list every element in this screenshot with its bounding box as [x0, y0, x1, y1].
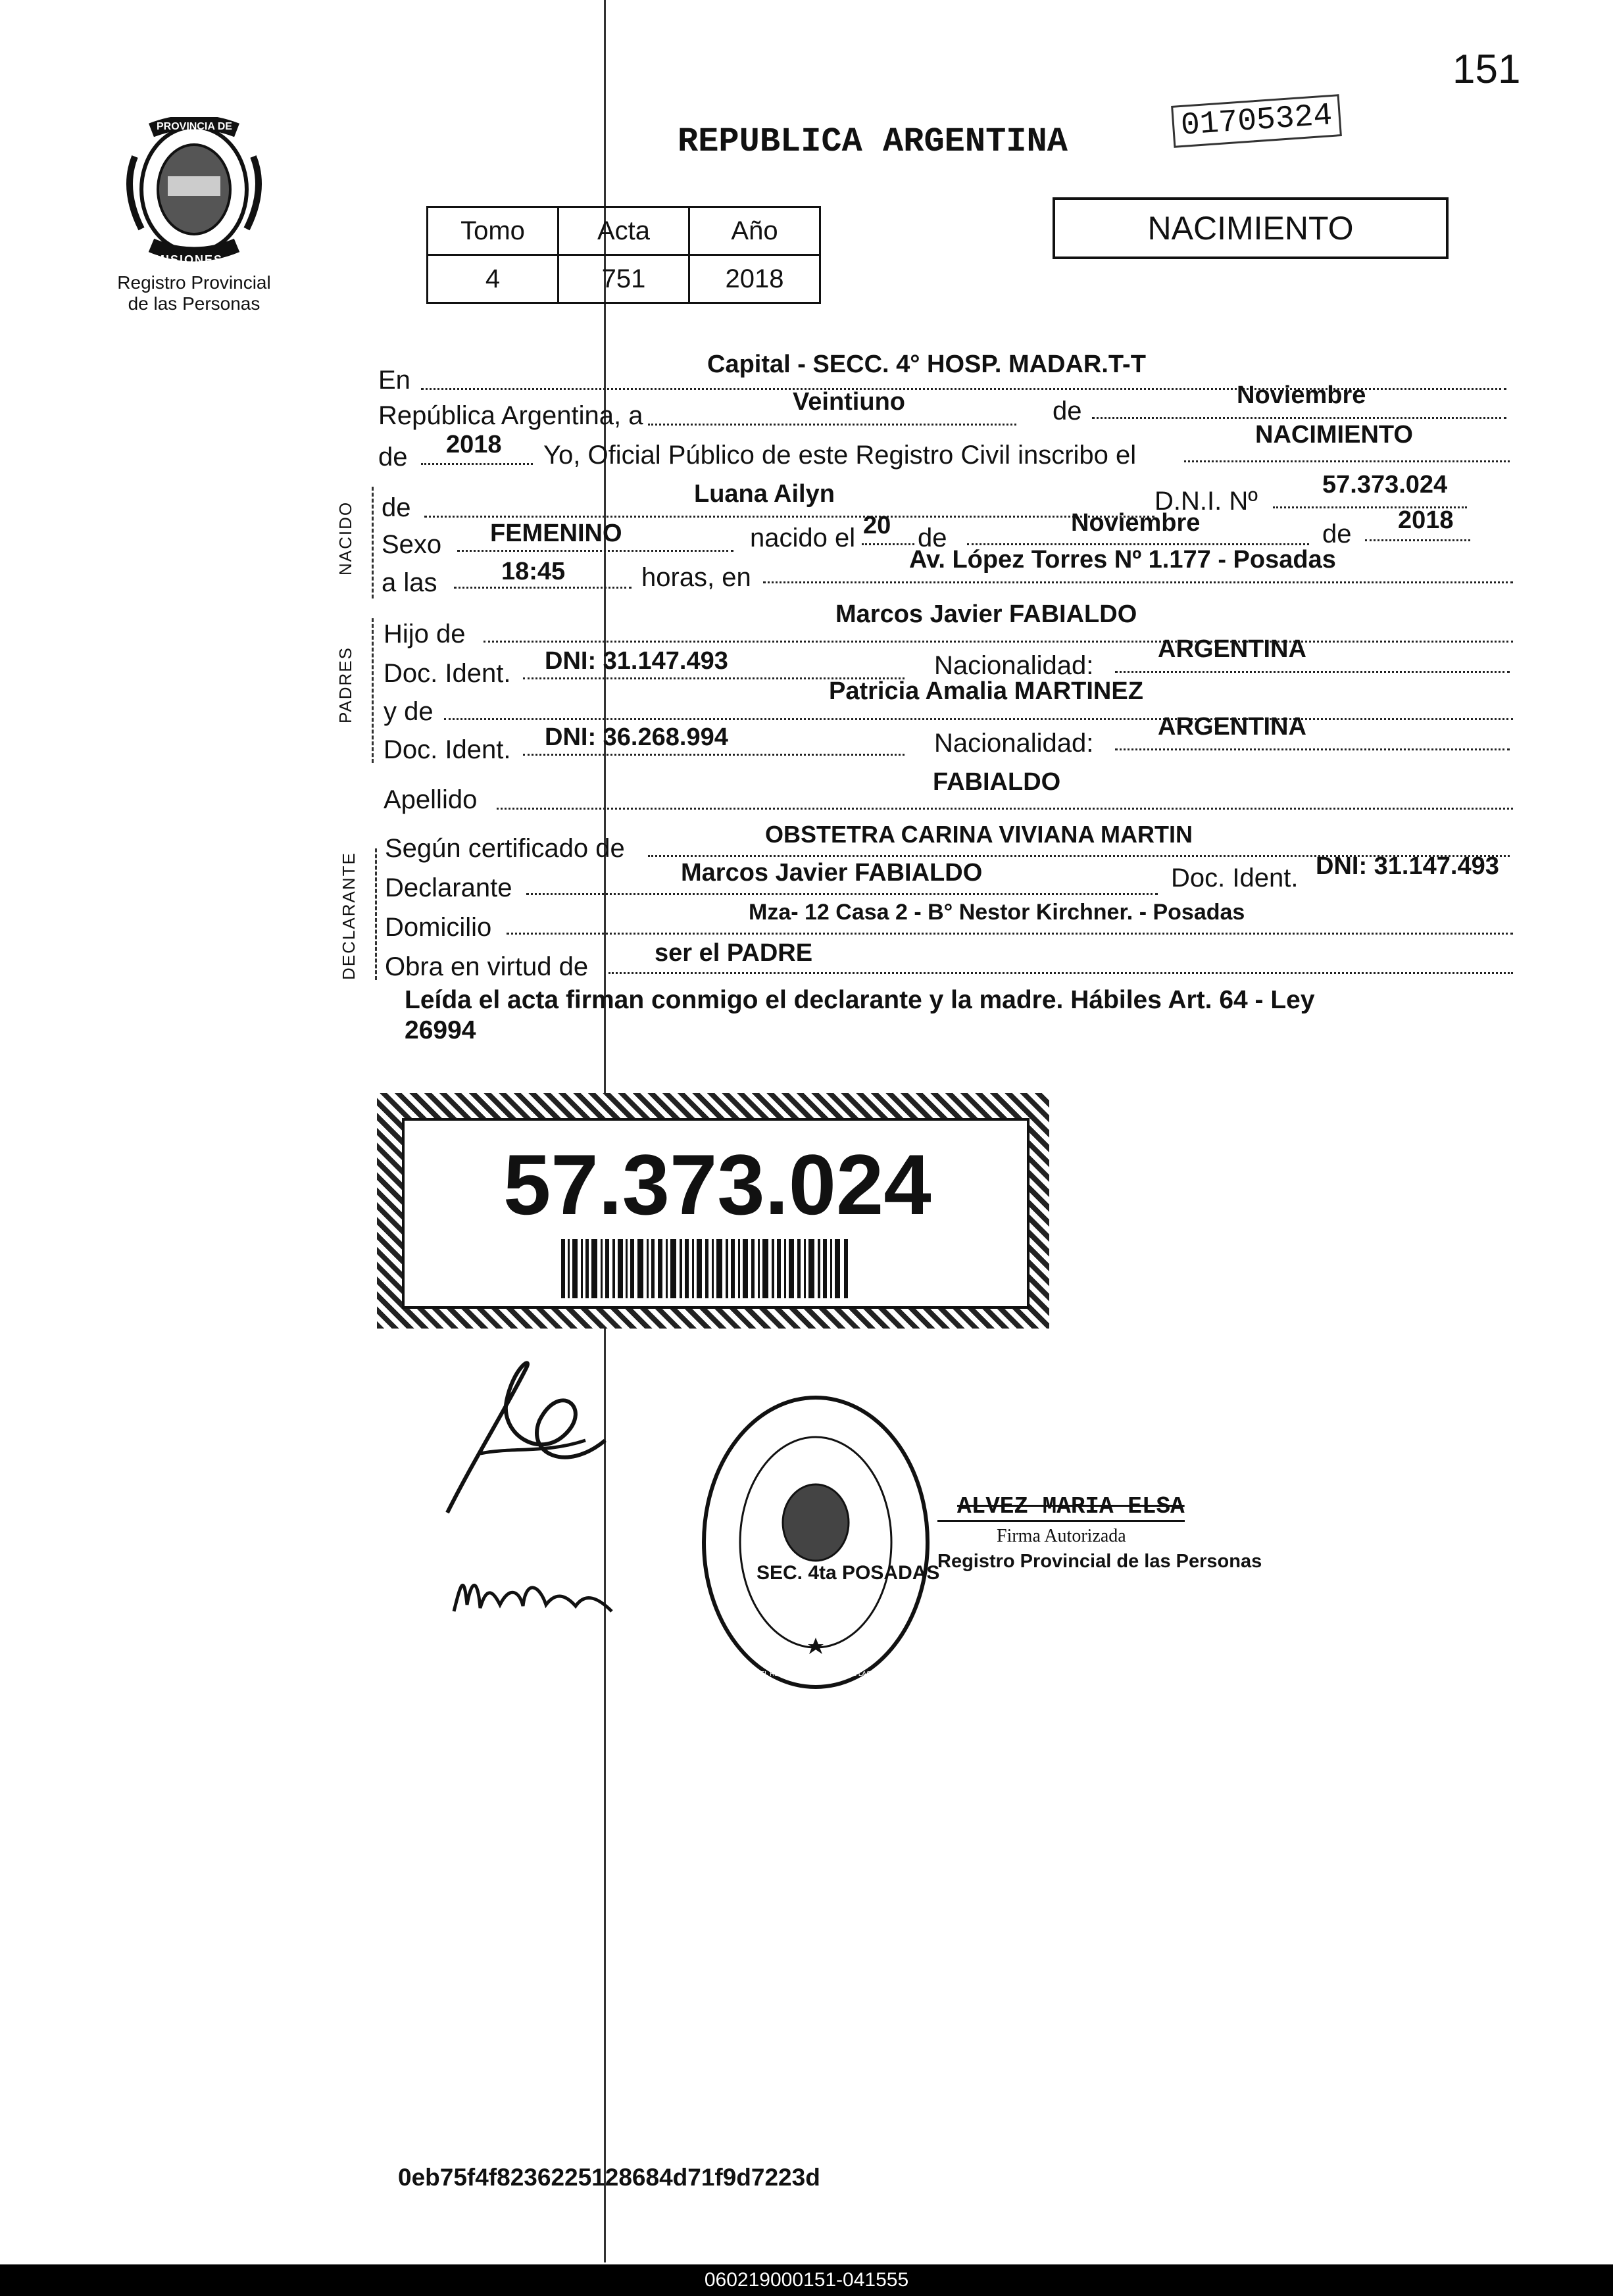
dots-dia: [648, 424, 1016, 426]
closing-text: [405, 985, 1536, 1046]
mother-signature-icon: [447, 1546, 618, 1638]
dots-mes: [1092, 417, 1506, 419]
record-table: [426, 206, 821, 304]
document-hash: 0eb75f4f8236225128684d71f9d7223d: [398, 2164, 820, 2191]
label-doc-ident3: Doc. Ident.: [1171, 864, 1299, 892]
label-yo-oficial: Yo, Oficial Público de este Registro Civil inscribo el: [543, 441, 1137, 470]
value-anio: 2018: [446, 431, 502, 458]
label-y-de: y de: [384, 697, 434, 726]
label-nacido-el: nacido el: [750, 524, 856, 552]
side-label-declarante: DECLARANTE: [339, 852, 359, 980]
header-anio: Año: [689, 207, 820, 255]
footer-code: 060219000151-041555: [704, 2269, 909, 2291]
value-declarante: Marcos Javier FABIALDO: [681, 859, 983, 887]
dots-lugar-nac: [763, 581, 1513, 583]
dni-sticker: [377, 1093, 1049, 1329]
value-obra-virtud: ser el PADRE: [655, 939, 813, 967]
dots-padre-nac: [1115, 671, 1510, 673]
side-label-nacido: NACIDO: [335, 501, 355, 575]
header-acta: Acta: [558, 207, 689, 255]
brace-declarante: [375, 848, 377, 980]
label-nacionalidad2: Nacionalidad:: [934, 729, 1094, 758]
value-mes: Noviembre: [1237, 381, 1366, 409]
seal-outer-text: DELEGACIÓN DEL REGISTRO PROVINCIAL DE LAS PERSONAS: [710, 1671, 910, 1678]
side-label-padres: PADRES: [335, 647, 355, 723]
label-declarante: Declarante: [385, 873, 512, 902]
page-number: 151: [1452, 47, 1521, 92]
official-name: ALVEZ MARIA ELSA: [937, 1493, 1185, 1522]
label-sexo: Sexo: [382, 530, 442, 559]
label-horas-en: horas, en: [641, 563, 751, 592]
dots-tipo: [1184, 460, 1510, 462]
value-anio: 2018: [689, 255, 820, 303]
value-sexo: FEMENINO: [490, 520, 622, 547]
value-domicilio: Mza- 12 Casa 2 - B° Nestor Kirchner. - Posadas: [749, 900, 1245, 925]
dots-obra-virtud: [608, 972, 1513, 974]
value-dia-nac: 20: [863, 512, 891, 539]
dots-year: [421, 463, 533, 465]
dots-dia-nac: [862, 543, 914, 545]
label-domicilio: Domicilio: [385, 913, 492, 942]
registry-name-line1: Registro Provincial: [117, 272, 271, 293]
label-dni-no: D.N.I. Nº: [1154, 487, 1258, 516]
label-doc-ident2: Doc. Ident.: [384, 735, 511, 764]
value-acta: 751: [558, 255, 689, 303]
value-hora: 18:45: [501, 558, 566, 585]
label-obra-virtud: Obra en virtud de: [385, 952, 589, 981]
label-a-las: a las: [382, 568, 437, 597]
label-de-year: de: [378, 443, 408, 472]
value-certificado: OBSTETRA CARINA VIVIANA MARTIN: [765, 821, 1193, 848]
dots-madre-nac: [1115, 748, 1510, 750]
label-apellido: Apellido: [384, 785, 478, 814]
value-madre: Patricia Amalia MARTINEZ: [829, 677, 1143, 705]
value-madre-nac: ARGENTINA: [1158, 713, 1306, 741]
dots-mes-nac: [967, 543, 1309, 545]
provincia-misiones-logo-icon: [115, 117, 273, 262]
brace-nacido: [372, 487, 374, 598]
dots-hora: [454, 587, 632, 589]
label-de: de: [1053, 397, 1082, 426]
stamp-number: 01705324: [1171, 94, 1342, 148]
label-hijo-de: Hijo de: [384, 620, 466, 648]
header-tomo: Tomo: [428, 207, 558, 255]
label-segun-cert: Según certificado de: [385, 834, 625, 863]
dots-madre-doc: [523, 754, 905, 756]
value-lugar: Capital - SECC. 4° HOSP. MADAR.T-T: [707, 351, 1146, 378]
dots-apellido: [497, 808, 1513, 810]
official-role: Firma Autorizada: [997, 1526, 1126, 1546]
declarant-signature-icon: [434, 1342, 632, 1539]
value-declarante-doc: DNI: 31.147.493: [1316, 852, 1499, 880]
brace-padres: [372, 618, 374, 763]
label-republica: República Argentina, a: [378, 401, 643, 430]
seal-inner-text: SEC. 4ta POSADAS: [757, 1562, 940, 1584]
value-dia: Veintiuno: [793, 388, 905, 416]
value-padre: Marcos Javier FABIALDO: [835, 600, 1137, 628]
label-de3: de: [1322, 520, 1352, 549]
registry-name: [105, 272, 283, 314]
label-de-name: de: [382, 493, 411, 522]
value-mes-nac: Noviembre: [1071, 509, 1201, 537]
country-title: REPUBLICA ARGENTINA: [678, 122, 1068, 161]
barcode-icon: [561, 1239, 851, 1298]
dots-padre: [484, 641, 1513, 643]
label-de2: de: [918, 524, 947, 552]
dots-anio-nac: [1365, 539, 1470, 541]
logo-text-top: PROVINCIA DE: [157, 121, 232, 132]
value-dni: 57.373.024: [1322, 471, 1448, 499]
value-anio-nac: 2018: [1398, 506, 1454, 534]
dni-sticker-number: 57.373.024: [503, 1136, 931, 1233]
label-en: En: [378, 366, 410, 395]
dots-domicilio: [507, 933, 1513, 935]
official-org: Registro Provincial de las Personas: [937, 1551, 1262, 1572]
dots-declarante: [526, 893, 1158, 895]
dots-nombre: [424, 516, 1154, 518]
official-block: [937, 1493, 1332, 1572]
value-padre-doc: DNI: 31.147.493: [545, 647, 728, 675]
value-madre-doc: DNI: 36.268.994: [545, 723, 728, 751]
value-lugar-nac: Av. López Torres Nº 1.177 - Posadas: [909, 546, 1336, 574]
value-nombre: Luana Ailyn: [694, 480, 835, 508]
registry-seal-icon: [697, 1391, 934, 1694]
closing-text-line2: 26994: [405, 1016, 476, 1044]
label-doc-ident: Doc. Ident.: [384, 659, 511, 688]
logo-text-bottom: MISIONES: [155, 253, 224, 266]
label-nacionalidad: Nacionalidad:: [934, 651, 1094, 680]
value-tomo: 4: [428, 255, 558, 303]
dots-sexo: [457, 550, 733, 552]
value-padre-nac: ARGENTINA: [1158, 635, 1306, 663]
document-type-box: NACIMIENTO: [1053, 197, 1449, 259]
value-apellido: FABIALDO: [933, 768, 1061, 796]
dni-sticker-inner: [402, 1118, 1030, 1309]
dots-madre: [444, 718, 1513, 720]
registry-name-line2: de las Personas: [128, 293, 261, 314]
value-tipo-inscripcion: NACIMIENTO: [1255, 421, 1413, 449]
closing-text-line1: Leída el acta firman conmigo el declarante y la madre. Hábiles Art. 64 - Ley: [405, 986, 1315, 1014]
footer-bar: [0, 2264, 1613, 2296]
